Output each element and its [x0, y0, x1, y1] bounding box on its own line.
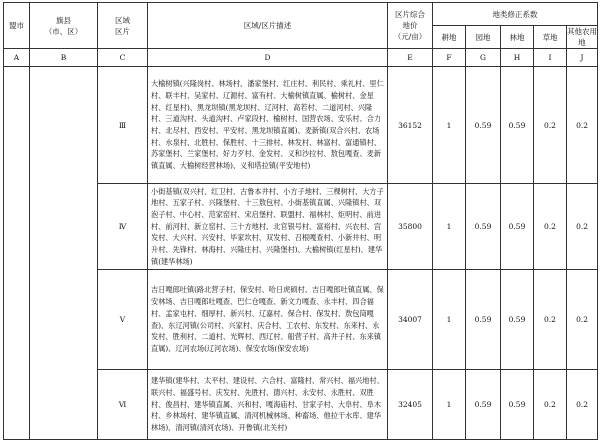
- col-header-zone: [98, 3, 148, 49]
- col-header-county-l1: 旗县: [56, 15, 71, 25]
- col-header-other-farmland: 其他农用地: [567, 27, 598, 47]
- zone-cell: Ⅳ: [98, 184, 148, 270]
- column-letter: I: [534, 49, 567, 67]
- coef-orchard: 0.59: [466, 67, 501, 184]
- land-price-table-page: [3, 2, 597, 439]
- coef-orchard: 0.59: [466, 270, 501, 370]
- zone-cell: Ⅵ: [98, 370, 148, 440]
- zone-cell: Ⅲ: [98, 67, 148, 184]
- coef-other-farmland: 0.2: [567, 67, 598, 184]
- col-header-zone-l2: 区片: [115, 26, 130, 36]
- col-header-forest: 林地: [501, 26, 534, 49]
- league-cell: [4, 67, 30, 440]
- col-header-county-l2: （市、区）: [44, 26, 83, 36]
- column-letter: B: [30, 49, 98, 67]
- coef-other-farmland: 0.2: [567, 270, 598, 370]
- zone-description: 建华镇(建华村、太平村、建设村、六合村、富隆村、常兴村、福兴地村、联兴村、福盛号村、庆发村、先胜村、德兴村、永安村、永胜村、双胜村、俊昌村、建华镇直属、兴和村、嘎海庙村、甘家子村、大阜村、阜木村、乡林场村、建华镇直属、清河机械林场、种畜场、他拉干水库、建华林场)、清河镇(清河农场)、开鲁镇(北关村): [148, 370, 388, 440]
- column-letter: A: [4, 49, 30, 67]
- col-header-description: 区域/区片描述: [148, 3, 388, 49]
- col-header-coef-group: 地类修正系数: [433, 3, 598, 26]
- col-header-price-l2: 地价: [402, 21, 418, 30]
- coef-forest: 0.59: [501, 184, 534, 270]
- coef-grassland: 0.2: [534, 270, 567, 370]
- coef-orchard: 0.59: [466, 370, 501, 440]
- coef-forest: 0.59: [501, 270, 534, 370]
- coef-cultivated: 1: [433, 184, 466, 270]
- coef-grassland: 0.2: [534, 370, 567, 440]
- column-letter: H: [501, 49, 534, 67]
- coef-grassland: 0.2: [534, 67, 567, 184]
- coef-forest: 0.59: [501, 67, 534, 184]
- col-header-county: [30, 3, 98, 49]
- column-letter: D: [148, 49, 388, 67]
- zone-description: 大榆树镇(兴隆岗村、林场村、潘家堡村、红庄村、利民村、乘礼村、里仁村、联丰村、吴家村、辽源村、富有村、大榆树镇直属、榆树村、金星村、红星村)、黑龙坝镇(黑龙坝村、辽河村、高若村、二道河村、兴隆村、三道沟村、头道沟村、卢家段村、榆树村、国营农场、安乐村、合力村、北尽村、西安村、平安村、黑龙坝镇直属)、麦新镇(双合兴村、农场村、水泉村、北胜村、保胜村、十三排村、林发村、林富村、富通镇村、苏家堡村、兰家堡村、好力歹村、金发村、义和沙拉村、敖包嘎查、麦新镇直属、大榆树经营林场)、义和塔拉镇(平安地村): [148, 67, 388, 184]
- col-header-league: 盟市: [4, 3, 30, 49]
- coef-cultivated: 1: [433, 270, 466, 370]
- price-cell: 34007: [388, 270, 433, 370]
- zone-cell: Ⅴ: [98, 270, 148, 370]
- coef-orchard: 0.59: [466, 184, 501, 270]
- column-letter: G: [466, 49, 501, 67]
- column-letter: C: [98, 49, 148, 67]
- column-letter-row: [4, 49, 598, 67]
- col-header-price-l3: （元/亩）: [393, 32, 427, 41]
- col-header-grassland: 草地: [534, 26, 567, 49]
- price-cell: 35800: [388, 184, 433, 270]
- zone-description: 小街基镇(双兴村、红卫村、古鲁本井村、小方子地村、三棵树村、大方子地村、五家子村、兴隆堡村、十三敖包村、小街基镇直属、兴隆镇村、双泡子村、中心村、范家窑村、宋启堡村、联盟村、福林村、炬明村、前进村、前河村、新立窑村、三十方地村、北官银号村、富裕村、兴农村、宫发村、大兴村、兴安村、毕家坎村、双发村、召根嘎查村、小新井村、明升村、先锋村、林海村、兴隆庄村、兴隆堡村)、大榆树镇(红星村)、建华镇(建华林场): [148, 184, 388, 270]
- coef-grassland: 0.2: [534, 184, 567, 270]
- column-letter: J: [567, 49, 598, 67]
- col-header-price: [388, 3, 433, 49]
- column-letter: E: [388, 49, 433, 67]
- coef-other-farmland: 0.2: [567, 370, 598, 440]
- price-cell: 36152: [388, 67, 433, 184]
- column-letter: F: [433, 49, 466, 67]
- price-cell: 32405: [388, 370, 433, 440]
- coef-cultivated: 1: [433, 67, 466, 184]
- zone-description: 吉日嘎郎吐镇(路北营子村、保安村、哈日虎硕村、吉日嘎郎吐镇直属、保安林场、吉日嘎郎吐嘎查、巴仁仓嘎查、新文力嘎查、永丰村、四合福村、孟家屯村、细厚村、新兴村、辽嘉村、保合村、保发村、敖包筒嘎查)、东辽河镇(公司村、兴家村、庆合村、工农村、东发村、东来村、永发村、胜利村、二道村、光辉村、西辽村、船营子村、高井子村、东来镇直属)、辽河农场(辽河农场)、保安农场(保安农场): [148, 270, 388, 370]
- coef-other-farmland: 0.2: [567, 184, 598, 270]
- col-header-price-l1: 区片综合: [395, 10, 425, 19]
- table-row: [4, 67, 598, 184]
- col-header-orchard: 园地: [466, 26, 501, 49]
- header-row-1: [4, 3, 598, 26]
- col-header-zone-l1: 区域: [115, 15, 130, 25]
- county-cell: [30, 67, 98, 440]
- coef-forest: 0.59: [501, 370, 534, 440]
- col-header-cultivated: 耕地: [433, 26, 466, 49]
- land-price-table: [3, 2, 598, 440]
- coef-cultivated: 1: [433, 370, 466, 440]
